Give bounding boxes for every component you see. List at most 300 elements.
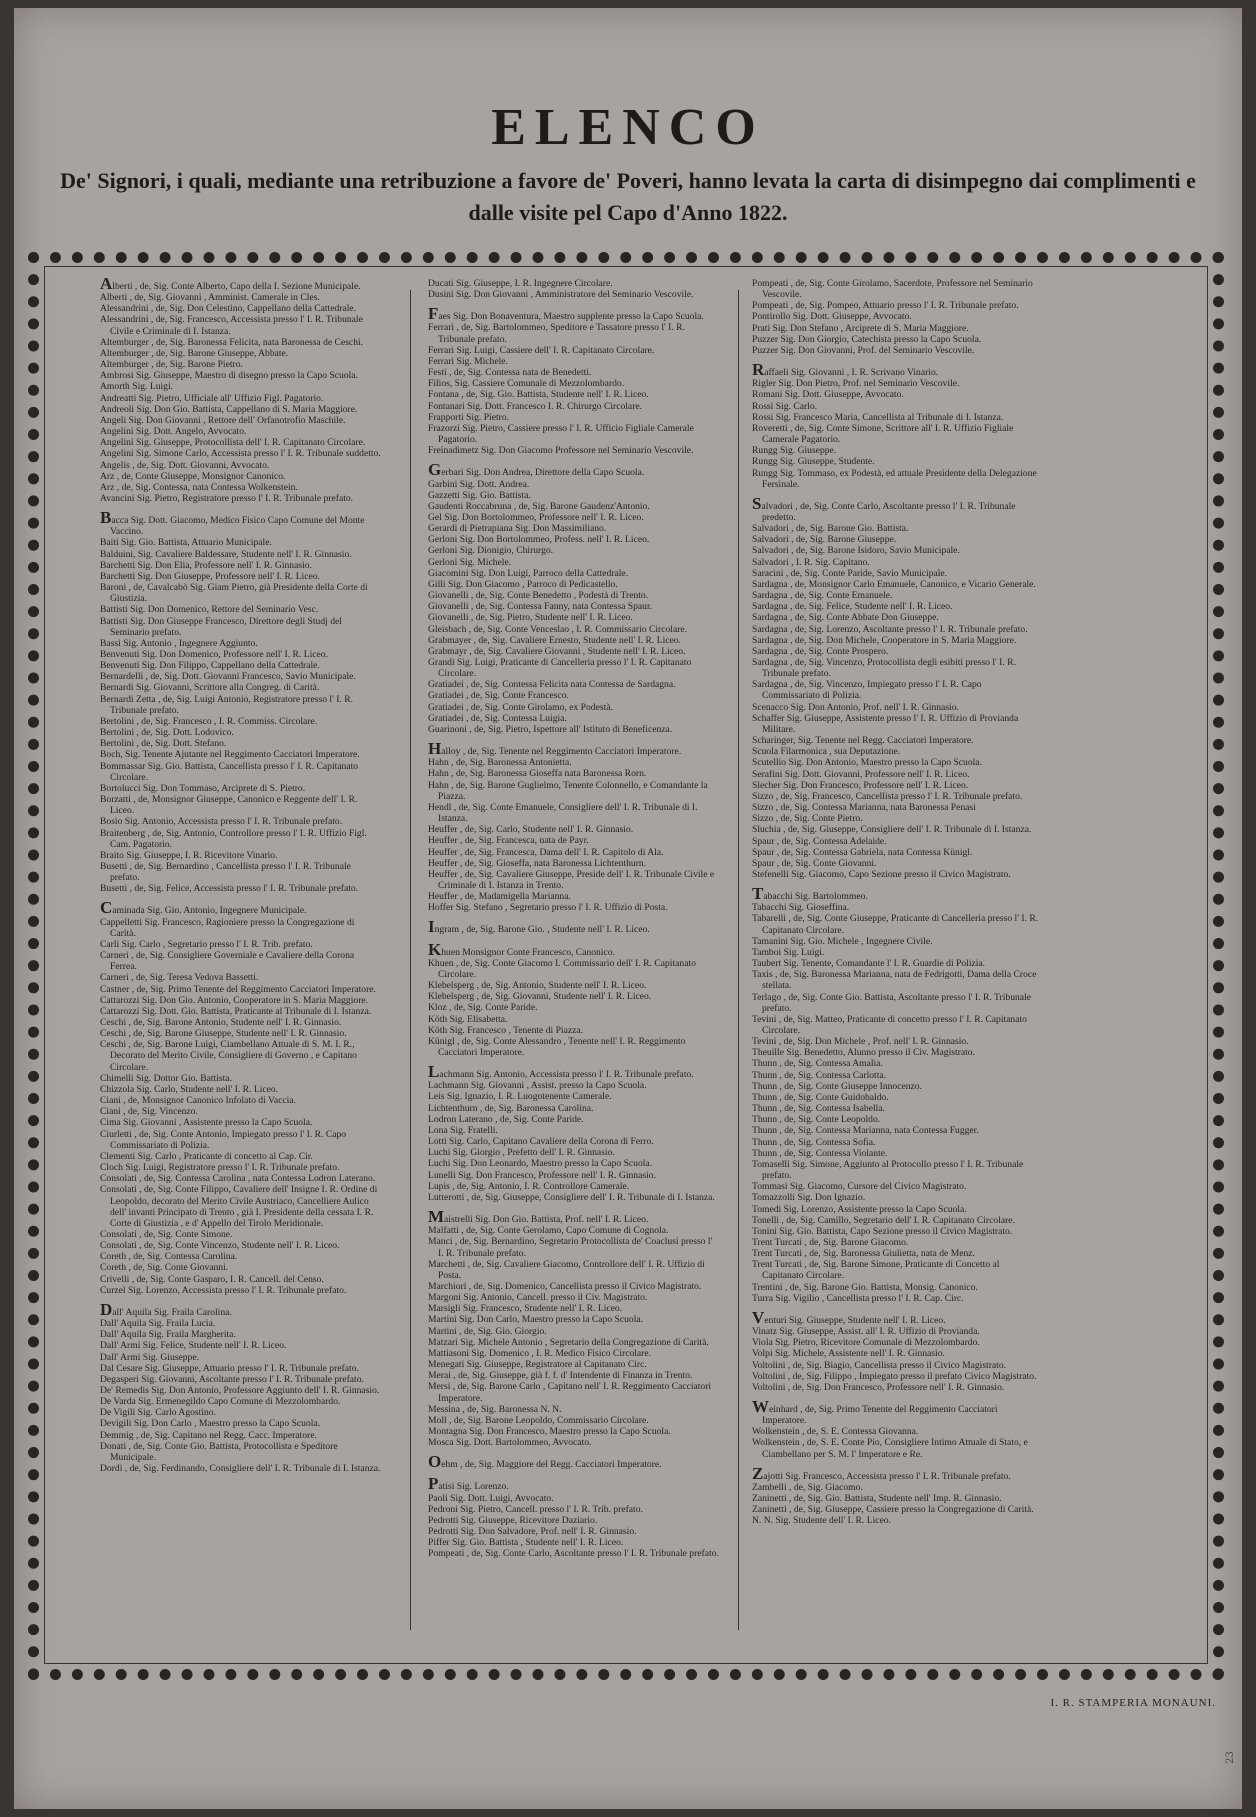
list-entry	[752, 534, 1042, 545]
list-entry	[100, 1117, 382, 1128]
list-entry	[428, 1236, 720, 1258]
list-entry	[100, 1095, 382, 1106]
list-entry	[100, 794, 382, 816]
entry-text: Taubert Sig. Tenente, Comandante l' I. R. Guardie di Polizia.	[752, 958, 986, 970]
entry-text: Tevini , de, Sig. Matteo, Praticante di concetto presso l' I. R. Capitanato Circolare.	[752, 1013, 1027, 1036]
entry-text: Kloz , de, Sig. Conte Paride.	[428, 1002, 538, 1014]
entry-text: Salvadori , I. R. Sig. Capitano.	[752, 556, 870, 568]
list-entry	[100, 1106, 382, 1117]
entry-text: Barchetti Sig. Don Giuseppe, Professore nell' I. R. Liceo.	[100, 570, 320, 582]
list-entry	[428, 1014, 720, 1025]
entry-text: Bernardi Sig. Giovanni, Scrittore alla Congreg. di Carità.	[100, 682, 320, 694]
list-entry	[752, 323, 1042, 334]
entry-text: atisi Sig. Lorenzo.	[438, 1481, 509, 1493]
section-initial: K	[428, 939, 442, 959]
list-entry	[100, 1340, 382, 1351]
entry-text: Curzel Sig. Lorenzo, Accessista presso l' I. R. Tribunale prefato.	[100, 1284, 347, 1296]
list-entry	[428, 1207, 720, 1227]
entry-text: Künigl , de, Sig. Conte Alessandro , Tenente nell' I. R. Reggimento Cacciatori Imperatore.	[428, 1035, 686, 1058]
letter-section	[752, 1463, 1042, 1527]
entry-text: Thunn , de, Sig. Contessa Violante.	[752, 1147, 888, 1159]
list-entry	[752, 635, 1042, 646]
list-entry	[100, 1407, 382, 1418]
list-entry	[428, 557, 720, 568]
list-entry	[100, 393, 382, 404]
entry-text: Dal Cesare Sig. Giuseppe, Attuario presso l' I. R. Tribunale prefato.	[100, 1362, 359, 1374]
list-entry	[100, 1374, 382, 1385]
entry-text: Pontirollo Sig. Dott. Giuseppe, Avvocato.	[752, 311, 912, 323]
letter-section	[428, 939, 720, 1059]
section-initial: S	[752, 493, 762, 513]
list-entry	[100, 1363, 382, 1374]
list-entry	[752, 679, 1042, 701]
list-entry	[100, 1285, 382, 1296]
list-entry	[100, 1418, 382, 1429]
list-entry	[100, 727, 382, 738]
list-entry	[752, 884, 1042, 904]
entry-text: erbari Sig. Don Andrea, Direttore della Capo Scuola.	[441, 467, 645, 479]
section-initial: F	[428, 304, 439, 324]
entry-text: Salvadori , de, Sig. Barone Giuseppe.	[752, 534, 897, 546]
entry-text: Messina , de, Sig. Baronessa N. N.	[428, 1403, 562, 1415]
entry-text: Arz , de, Conte Giuseppe, Monsignor Canonico.	[100, 470, 286, 482]
entry-text: Turra Sig. Vigilio , Cancellista presso l' I. R. Cap. Circ.	[752, 1292, 964, 1304]
list-entry	[428, 523, 720, 534]
entry-text: Prati Sig. Don Stefano , Arciprete di S. Maria Maggiore.	[752, 322, 969, 334]
entry-text: De Varda Sig. Ermenegildo Capo Comune di Mezzolombardo.	[100, 1396, 341, 1408]
list-entry	[100, 278, 382, 292]
entry-text: Scenacco Sig. Don Antonio, Prof. nell' I. R. Ginnasio.	[752, 701, 959, 713]
entry-text: Coreth , de, Sig. Contessa Carolina.	[100, 1251, 238, 1263]
entry-text: Sardagna , de, Monsignor Carlo Emanuele, Canonico, e Vicario Generale.	[752, 578, 1036, 590]
entry-text: Lodron Laterano , de, Sig. Conte Paride.	[428, 1113, 584, 1125]
list-entry	[752, 646, 1042, 657]
entry-text: Angelini Sig. Simone Carlo, Accessista presso l' I. R. Tribunale suddetto.	[100, 448, 381, 460]
entry-text: Köth Sig. Francesco , Tenente di Piazza.	[428, 1024, 584, 1036]
list-entry	[428, 991, 720, 1002]
entry-text: Thunn , de, Sig. Contessa Marianna, nata Contessa Fugger.	[752, 1125, 979, 1137]
list-entry	[428, 724, 720, 735]
list-entry	[100, 508, 382, 538]
list-entry	[428, 847, 720, 858]
list-entry	[752, 702, 1042, 713]
list-entry	[752, 1493, 1042, 1504]
list-entry	[752, 713, 1042, 735]
list-entry	[752, 813, 1042, 824]
list-entry	[752, 1248, 1042, 1259]
entry-text: Klebelsperg , de, Sig. Antonio, Studente nell' I. R. Liceo.	[428, 980, 647, 992]
section-initial: M	[428, 1207, 445, 1227]
list-entry	[752, 1103, 1042, 1114]
entry-text: Gerloni Sig. Don Bortolommeo, Profess. nell' I. R. Liceo.	[428, 534, 650, 546]
letter-section	[752, 493, 1042, 880]
list-entry	[100, 1299, 382, 1319]
entry-text: Castner , de, Sig. Primo Tenente del Reggimento Cacciatori Imperatore.	[100, 983, 376, 995]
entry-text: Ambrosi Sig. Giuseppe, Maestro di disegno presso la Capo Scuola.	[100, 370, 358, 382]
list-entry	[100, 348, 382, 359]
entry-text: Sardagna , de, Sig. Conte Prospero.	[752, 645, 889, 657]
entry-text: Altemburger , de, Sig. Barone Pietro.	[100, 359, 243, 371]
entry-text: Heuffer , de, Sig. Cavaliere Giuseppe, Preside dell' I. R. Tribunale Civile e Criminale di I. Istanza in Trento.	[428, 868, 715, 891]
entry-text: Tabarelli , de, Sig. Conte Giuseppe, Praticante di Cancelleria presso l' I. R. Capitanato Circolare.	[752, 913, 1039, 936]
list-entry	[428, 1415, 720, 1426]
entry-text: Bernardelli , de, Sig. Dott. Giovanni Francesco, Savio Municipale.	[100, 671, 356, 683]
entry-text: Marchetti , de, Sig. Cavaliere Giacomo, Controllore dell' I. R. Uffizio di Posta.	[428, 1258, 705, 1281]
list-entry	[752, 936, 1042, 947]
entry-text: Thunn , de, Sig. Contessa Isabella.	[752, 1103, 885, 1115]
list-entry	[428, 1493, 720, 1504]
entry-text: Ceschi , de, Sig. Barone Luigi, Ciambellano Attuale di S. M. I. R., Decorato del Merito Civile, Consigliere di Governo , e Capitano Circolare.	[100, 1039, 357, 1073]
list-entry	[100, 1006, 382, 1017]
entry-text: Rungg Sig. Giuseppe.	[752, 445, 837, 457]
list-entry	[428, 423, 720, 445]
list-entry	[428, 679, 720, 690]
list-entry	[428, 568, 720, 579]
entry-text: Bertolini , de, Sig. Dott. Stefano.	[100, 738, 227, 750]
list-entry	[100, 660, 382, 671]
list-entry	[100, 482, 382, 493]
list-entry	[100, 850, 382, 861]
list-entry	[752, 1307, 1042, 1327]
entry-text: Cloch Sig. Luigi, Registratore presso l' I. R. Tribunale prefato.	[100, 1162, 340, 1174]
list-entry	[428, 1292, 720, 1303]
entry-text: Hendl , de, Sig. Conte Emanuele, Consigliere dell' I. R. Tribunale di I. Istanza.	[428, 801, 698, 825]
list-entry	[752, 378, 1042, 389]
entry-text: Gerardi di Pietrapiana Sig. Don Massimiliano.	[428, 523, 607, 535]
list-entry	[100, 1251, 382, 1262]
entry-text: ehm , de, Sig. Maggiore del Regg. Cacciatori Imperatore.	[441, 1459, 662, 1471]
entry-text: Frapporti Sig. Pietro.	[428, 411, 510, 423]
section-initial: Z	[752, 1463, 764, 1483]
entry-text: Chizzola Sig. Carlo, Studente nell' I. R. Liceo.	[100, 1083, 279, 1095]
entry-text: Clementi Sig. Carlo , Praticante di concetto al Cap. Cir.	[100, 1150, 313, 1162]
list-entry	[752, 300, 1042, 311]
list-entry	[100, 1318, 382, 1329]
list-entry	[752, 1159, 1042, 1181]
list-entry	[100, 749, 382, 760]
list-entry	[428, 1147, 720, 1158]
list-entry	[100, 404, 382, 415]
list-entry	[428, 1537, 720, 1548]
entry-text: Cima Sig. Giovanni , Assistente presso la Capo Scuola.	[100, 1117, 313, 1129]
list-entry	[428, 1259, 720, 1281]
list-entry	[100, 1240, 382, 1251]
entry-text: Thunn , de, Sig. Conte Giuseppe Innocenzo.	[752, 1080, 922, 1092]
entry-text: Marchiori , de, Sig. Domenico, Cancellista presso il Civico Magistrato.	[428, 1280, 702, 1292]
entry-text: Pompeati , de, Sig. Conte Girolamo, Sacerdote, Professore nel Seminario Vescovile.	[752, 278, 1033, 301]
list-entry	[752, 858, 1042, 869]
list-entry	[428, 345, 720, 356]
entry-text: Dall' Armi Sig. Giuseppe.	[100, 1351, 199, 1363]
list-entry	[752, 1337, 1042, 1348]
entry-text: Hahn , de, Sig. Baronessa Antonietta.	[428, 757, 572, 769]
entry-text: Barchetti Sig. Don Elia, Professore nell' I. R. Ginnasio.	[100, 559, 312, 571]
list-entry	[428, 1170, 720, 1181]
list-entry	[752, 902, 1042, 913]
entry-text: Martini , de, Sig. Gio. Giorgio.	[428, 1325, 547, 1337]
list-entry	[752, 1382, 1042, 1393]
entry-text: huen Monsignor Conte Francesco, Canonico.	[441, 946, 615, 958]
entry-text: Tommasi Sig. Giacomo, Cursore del Civico Magistrato.	[752, 1181, 967, 1193]
entry-text: Grabmayr , de, Sig. Cavaliere Giovanni , Studente nell' I. R. Liceo.	[428, 645, 686, 657]
entry-text: Wolkenstein , de, S. E. Conte Pio, Consigliere Intimo Attuale di Stato, e Ciambellano per S. M. l' Imperatore e Re.	[752, 1437, 1028, 1460]
entry-text: Garbini Sig. Dott. Andrea.	[428, 478, 530, 490]
column-divider	[410, 290, 411, 1630]
entry-text: acca Sig. Dott. Giacomo, Medico Fisico Capo Comune del Monte Vaccino.	[110, 515, 365, 538]
entry-text: lberti , de, Sig. Conte Alberto, Capo della I. Sezione Municipale.	[112, 281, 361, 292]
entry-text: Cattarozzi Sig. Don Gio. Antonio, Cooperatore in S. Maria Maggiore.	[100, 994, 369, 1006]
entry-text: Taxis , de, Sig. Baronessa Marianna, nata de Fedrigotti, Dama della Croce stellata.	[752, 969, 1037, 992]
entry-text: Thunn , de, Sig. Contessa Sofia.	[752, 1136, 876, 1148]
entry-text: Bortolucci Sig. Don Tommaso, Arciprete di S. Pietro.	[100, 782, 306, 794]
entry-text: Lachmann Sig. Giovanni , Assist. presso la Capo Scuola.	[428, 1080, 647, 1092]
entry-text: Voltolini , de, Sig. Don Francesco, Professore nell' I. R. Ginnasio.	[752, 1381, 1005, 1393]
list-entry	[428, 278, 720, 289]
section-initial: T	[752, 884, 764, 904]
list-entry	[428, 917, 720, 937]
list-entry	[752, 769, 1042, 780]
list-entry	[428, 1337, 720, 1348]
list-entry	[100, 1430, 382, 1441]
entry-text: Hahn , de, Sig. Baronessa Gioseffa nata Baronessa Rorn.	[428, 768, 647, 780]
entry-text: ajotti Sig. Francesco, Accessista presso l' I. R. Tribunale prefato.	[763, 1470, 1011, 1482]
list-entry	[100, 1162, 382, 1173]
list-entry	[428, 958, 720, 980]
entry-text: Andreoli Sig. Don Gio. Battista, Cappellano di S. Maria Maggiore.	[100, 403, 358, 415]
list-entry	[100, 1151, 382, 1162]
list-entry	[752, 1125, 1042, 1136]
list-entry	[752, 869, 1042, 880]
entry-text: Rungg Sig. Giuseppe, Studente.	[752, 456, 875, 468]
list-entry	[428, 1062, 720, 1082]
entry-text: Lotti Sig. Carlo, Capitano Cavaliere della Corona di Ferro.	[428, 1136, 654, 1148]
entry-text: Heuffer , de, Sig. Carlo, Studente nell' I. R. Ginnasio.	[428, 824, 634, 836]
entry-text: Thunn , de, Sig. Conte Leopoldo.	[752, 1114, 881, 1126]
entry-text: Wolkenstein , de, S. E. Contessa Giovanna.	[752, 1426, 919, 1438]
list-entry	[100, 828, 382, 850]
entry-text: Stefenelli Sig. Giacomo, Capo Sezione presso il Civico Magistrato.	[752, 868, 1011, 880]
entry-text: Luchi Sig. Giorgio , Prefetto dell' I. R. Ginnasio.	[428, 1147, 615, 1159]
entry-text: Dall' Aquila Sig. Fraila Margherita.	[100, 1329, 236, 1341]
list-entry	[428, 902, 720, 913]
list-entry	[100, 1229, 382, 1240]
entry-text: Gratiadei , de, Sig. Contessa Felicita nata Contessa de Sardagna.	[428, 679, 676, 691]
list-entry	[428, 460, 720, 480]
entry-text: Festi , de, Sig. Contessa nata de Benedetti.	[428, 367, 592, 379]
list-entry	[428, 780, 720, 802]
entry-text: Trent Turcati , de, Sig. Barone Simone, Praticante di Concetto al Capitanato Circolare.	[752, 1259, 1000, 1282]
section-initial: G	[428, 460, 442, 480]
entry-text: Pedroni Sig. Pietro, Cancell. presso l' I. R. Trib. prefato.	[428, 1503, 643, 1515]
list-entry	[428, 612, 720, 623]
section-initial: L	[428, 1062, 440, 1082]
entry-text: Baroni , de, Cavalcabò Sig. Giam Pietro, già Presidente della Corte di Giustizia.	[100, 582, 368, 605]
list-entry	[100, 1173, 382, 1184]
list-entry	[752, 423, 1042, 445]
letter-section	[428, 917, 720, 937]
list-entry	[752, 334, 1042, 345]
letter-section	[752, 1307, 1042, 1393]
list-entry	[100, 616, 382, 638]
entry-text: Fontana , de, Sig. Gio. Battista, Studente nell' I. R. Liceo.	[428, 389, 649, 401]
section-initial: R	[752, 360, 765, 380]
list-entry	[428, 1281, 720, 1292]
entry-text: Bertolini , de, Sig. Dott. Lodovico.	[100, 727, 234, 739]
entry-text: enturi Sig. Giuseppe, Studente nell' I. R. Liceo.	[764, 1314, 946, 1326]
column-3	[752, 278, 1042, 1658]
list-entry	[100, 1274, 382, 1285]
entry-text: Consolati , de, Sig. Conte Filippo, Cavaliere dell' Insigne I. R. Ordine di Leopoldo, decorato del Merito Civile Austriaco, Cancelliere Aulico dell' invanti Principato di Trento , già I. Presidente della cessata I. R. Corte di Giustizia , e d' Appello del Tirolo Meridionale.	[100, 1184, 378, 1229]
list-entry	[752, 1293, 1042, 1304]
list-entry	[100, 1385, 382, 1396]
entry-text: Dall' Armi Sig. Felice, Studente nell' I. R. Liceo.	[100, 1340, 287, 1352]
list-entry	[428, 657, 720, 679]
entry-text: Heuffer , de, Sig. Gioseffa, nata Baronessa Lichtenthurn.	[428, 857, 647, 869]
entry-text: achmann Sig. Antonio, Accessista presso l' I. R. Tribunale prefato.	[439, 1069, 694, 1081]
entry-text: Gilli Sig. Don Giacomo , Parroco di Pedicastello.	[428, 578, 618, 590]
list-entry	[752, 545, 1042, 556]
entry-text: Hoffer Sig. Stefano , Segretario presso l' I. R. Uffizio di Posta.	[428, 902, 668, 914]
list-entry	[100, 1073, 382, 1084]
entry-text: Ferrari Sig. Luigi, Cassiere dell' I. R. Capitanato Circolare.	[428, 344, 655, 356]
list-entry	[428, 646, 720, 657]
letter-section	[100, 508, 382, 895]
entry-text: Tamboi Sig. Luigi.	[752, 946, 825, 958]
entry-text: Guarinoni , de, Sig. Pietro, Ispettore all' Istituto di Beneficenza.	[428, 723, 673, 735]
entry-text: Ciani , de, Monsignor Canonico Infolato di Vaccia.	[100, 1095, 296, 1107]
entry-text: Luchi Sig. Don Leonardo, Maestro presso la Capo Scuola.	[428, 1158, 653, 1170]
entry-text: Lupis , de, Sig. Antonio, I. R. Controllore Camerale.	[428, 1180, 630, 1192]
letter-section	[428, 304, 720, 457]
list-entry	[100, 549, 382, 560]
list-entry	[752, 445, 1042, 456]
list-entry	[752, 958, 1042, 969]
list-entry	[752, 847, 1042, 858]
list-entry	[752, 468, 1042, 490]
letter-section	[428, 278, 720, 300]
list-entry	[752, 746, 1042, 757]
list-entry	[752, 523, 1042, 534]
list-entry	[752, 557, 1042, 568]
entry-text: De Vigili Sig. Carlo Agostino.	[100, 1407, 216, 1419]
list-entry	[752, 345, 1042, 356]
entry-text: Grandi Sig. Luigi, Praticante di Cancelleria presso l' I. R. Capitanato Circolare.	[428, 657, 692, 680]
list-entry	[428, 768, 720, 779]
entry-text: Zaninetti , de, Sig. Giuseppe, Cassiere presso la Congregazione di Carità.	[752, 1504, 1034, 1516]
list-entry	[752, 1070, 1042, 1081]
list-entry	[100, 560, 382, 571]
page-mark: 23	[1224, 1751, 1236, 1764]
list-entry	[100, 898, 382, 918]
list-entry	[752, 735, 1042, 746]
entry-text: Piffer Sig. Gio. Battista , Studente nell' I. R. Liceo.	[428, 1537, 624, 1549]
list-entry	[100, 1184, 382, 1229]
entry-text: Margoni Sig. Antonio, Cancell. presso il Civ. Magistrato.	[428, 1292, 648, 1304]
letter-section	[428, 1062, 720, 1203]
list-entry	[428, 1326, 720, 1337]
list-entry	[100, 995, 382, 1006]
entry-text: Gazzetti Sig. Gio. Battista.	[428, 489, 531, 501]
entry-text: Amorth Sig. Luigi.	[100, 381, 174, 393]
entry-text: Sardagna , de, Sig. Vincenzo, Impiegato presso l' I. R. Capo Commissariato di Polizia.	[752, 679, 982, 702]
section-initial: V	[752, 1307, 765, 1327]
entry-text: Heuffer , de, Sig. Francesca, Dama dell' I. R. Capitolo di Ala.	[428, 846, 664, 858]
entry-text: alloy , de, Sig. Tenente nel Reggimento Cacciatori Imperatore.	[441, 746, 682, 758]
entry-text: Sardagna , de, Sig. Vincenzo, Protocollista degli esibiti presso l' I. R. Tribunale prefato.	[752, 657, 1016, 680]
list-entry	[752, 657, 1042, 679]
entry-text: einhard , de, Sig. Primo Tenente del Reggimento Cacciatori Imperatore.	[762, 1404, 998, 1427]
entry-text: Lona Sig. Fratelli.	[428, 1124, 498, 1136]
list-entry	[428, 624, 720, 635]
list-entry	[100, 1084, 382, 1095]
entry-text: Giovanelli , de, Sig. Pietro, Studente nell' I. R. Liceo.	[428, 612, 633, 624]
list-entry	[752, 824, 1042, 835]
list-entry	[428, 1114, 720, 1125]
list-entry	[428, 1515, 720, 1526]
entry-text: Ferrari , de, Sig. Bartolommeo, Speditore e Tassatore presso l' I. R. Tribunale prefato.	[428, 322, 685, 345]
list-entry	[100, 917, 382, 939]
list-entry	[428, 1303, 720, 1314]
entry-text: Carneri , de, Sig. Teresa Vedova Bassetti.	[100, 972, 259, 984]
entry-text: aistrelli Sig. Don Gio. Battista, Prof. nell' I. R. Liceo.	[444, 1214, 649, 1226]
list-entry	[100, 638, 382, 649]
list-entry	[752, 1437, 1042, 1459]
entry-text: Consolati , de, Sig. Conte Simone.	[100, 1228, 233, 1240]
list-entry	[752, 1014, 1042, 1036]
entry-text: Donati , de, Sig. Conte Gio. Battista, Protocollista e Speditore Municipale.	[100, 1440, 338, 1463]
entry-text: Gratiadei , de, Sig. Conte Girolamo, ex Podestà.	[428, 701, 613, 713]
list-entry	[100, 460, 382, 471]
list-entry	[428, 1474, 720, 1494]
entry-text: Consolati , de, Sig. Contessa Carolina , nata Contessa Lodron Laterano.	[100, 1173, 376, 1185]
entry-text: Volpi Sig. Michele, Assistente nell' I. R. Ginnasio.	[752, 1348, 945, 1360]
entry-text: Gerloni Sig. Dionigio, Chirurgo.	[428, 545, 554, 557]
entry-text: Mosca Sig. Dott. Bartolommeo, Avvocato.	[428, 1437, 592, 1449]
entry-text: Bosio Sig. Antonio, Accessista presso l' I. R. Tribunale prefato.	[100, 816, 343, 828]
list-entry	[100, 972, 382, 983]
list-entry	[100, 716, 382, 727]
list-entry	[752, 412, 1042, 423]
list-entry	[100, 381, 382, 392]
list-entry	[752, 389, 1042, 400]
entry-text: Pedrotti Sig. Giuseppe, Ricevitore Daziario.	[428, 1514, 598, 1526]
entry-text: Grabmayer , de, Sig. Cavaliere Ernesto, Studente nell' I. R. Liceo.	[428, 634, 681, 646]
list-entry	[100, 493, 382, 504]
letter-section	[428, 1474, 720, 1560]
list-entry	[100, 883, 382, 894]
list-entry	[100, 694, 382, 716]
section-initial: I	[428, 917, 435, 937]
entry-text: Salvadori , de, Sig. Barone Gio. Battista.	[752, 523, 909, 535]
entry-text: Busetti , de, Sig. Bernardino , Cancellista presso l' I. R. Tribunale prefato.	[100, 860, 351, 884]
entry-text: aes Sig. Don Bonaventura, Maestro supplente presso la Capo Scuola.	[438, 311, 704, 323]
entry-text: Altemburger , de, Sig. Barone Giuseppe, Abbate.	[100, 347, 289, 359]
entry-text: Terlago , de, Sig. Conte Gio. Battista, Ascoltante presso l' I. R. Tribunale prefato.	[752, 991, 1031, 1014]
entry-text: Tonelli , de, Sig. Camillo, Segretario dell' I. R. Capitanato Circolare.	[752, 1214, 1015, 1226]
list-entry	[100, 303, 382, 314]
list-entry	[100, 1039, 382, 1072]
entry-text: Spaur , de, Sig. Contessa Adelaide.	[752, 835, 887, 847]
list-entry	[100, 1396, 382, 1407]
list-entry	[100, 1352, 382, 1363]
list-entry	[100, 939, 382, 950]
list-entry	[428, 690, 720, 701]
list-entry	[428, 1158, 720, 1169]
list-entry	[100, 415, 382, 426]
entry-text: Tamanini Sig. Gio. Michele , Ingegnere Civile.	[752, 935, 933, 947]
entry-text: Ceschi , de, Sig. Barone Giuseppe, Studente nell' I. R. Ginnasio.	[100, 1028, 347, 1040]
entry-text: Coreth , de, Sig. Conte Giovanni.	[100, 1262, 229, 1274]
